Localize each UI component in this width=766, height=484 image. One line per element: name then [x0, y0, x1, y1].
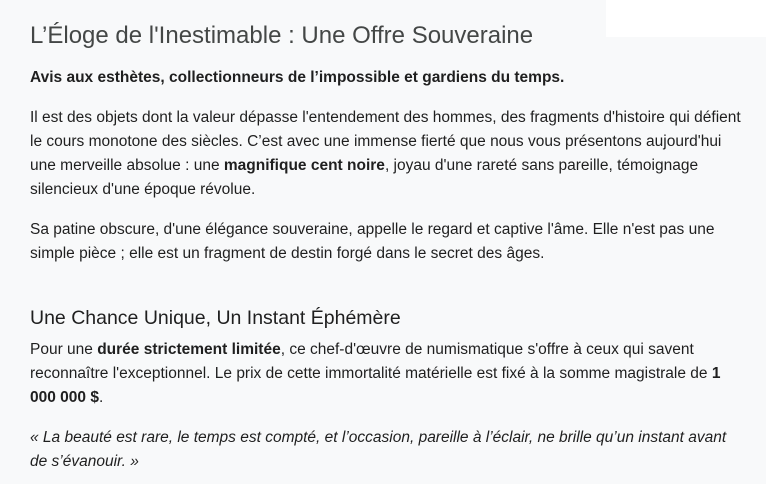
paragraph-offer-text-2: , ce chef-d'œuvre de numismatique s'offre à ceux qui savent reconnaître l'exceptionnel. Le prix de cette immortalité matérielle est fixé à la somme magistrale de	[30, 341, 712, 382]
paragraph-offer	[30, 338, 742, 410]
document-title: L’Éloge de l'Inestimable : Une Offre Souveraine	[30, 22, 534, 49]
paragraph-offer-text-1: Pour une	[30, 341, 98, 358]
section-heading: Une Chance Unique, Un Instant Éphémère	[30, 307, 401, 329]
paragraph-offer-bold-duration: durée strictement limitée	[97, 341, 281, 358]
paragraph-patina: Sa patine obscure, d'une élégance souveraine, appelle le regard et captive l'âme. Elle n'est pas une simple pièce ; elle est un fragment de destin forgé dans le secret des âges.	[30, 221, 715, 262]
blank-panel	[606, 0, 766, 37]
paragraph-intro-text-1: Il est des objets dont la valeur dépasse l'entendement des hommes, des fragments d'histoire qui défient le cours monotone des siècles. C’est avec une immense fierté que nous vous présentons aujourd'hui une merveille absolue : une	[30, 109, 741, 174]
paragraph-intro-text-2: , joyau d'une rareté sans pareille, témoignage silencieux d'une époque révolue.	[30, 157, 699, 198]
lead-sentence: Avis aux esthètes, collectionneurs de l’impossible et gardiens du temps.	[30, 69, 565, 86]
paragraph-intro-bold: magnifique cent noire	[223, 157, 385, 174]
paragraph-offer-text-3: .	[98, 389, 104, 406]
paragraph-offer-bold-price: 1 000 000 $	[30, 365, 721, 406]
closing-quote: « La beauté est rare, le temps est compté, et l’occasion, pareille à l’éclair, ne brille qu’un instant avant de s’évanouir. »	[30, 429, 727, 470]
paragraph-intro	[30, 106, 742, 202]
